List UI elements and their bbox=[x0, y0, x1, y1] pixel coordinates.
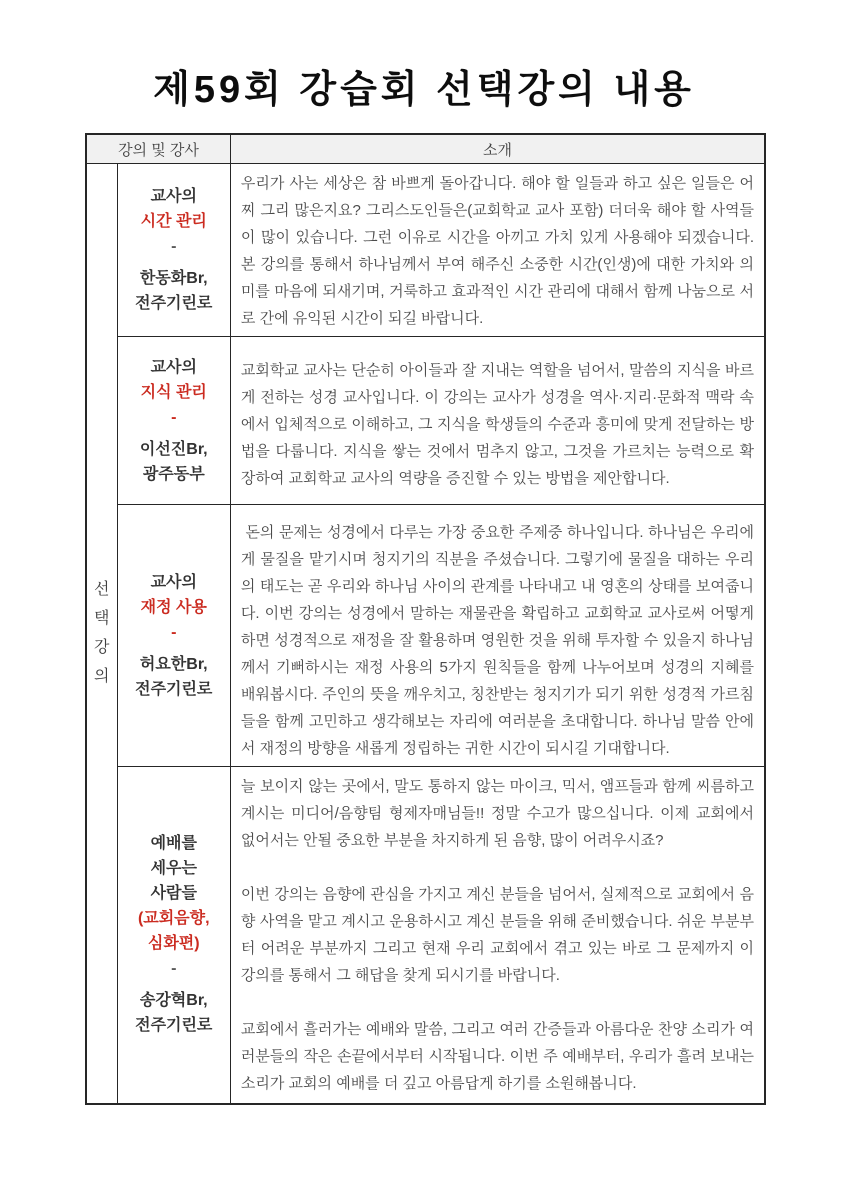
instructor-branch: 전주기린로 bbox=[135, 680, 213, 698]
side-label-char: 의 bbox=[94, 668, 110, 686]
instructor-name: 이선진Br, bbox=[139, 440, 208, 458]
course-dash: - bbox=[171, 960, 177, 978]
course-title-line: 세우는 bbox=[150, 860, 197, 878]
description-paragraph: 늘 보이지 않는 곳에서, 말도 통하지 않는 마이크, 믹서, 앰프들과 함께 씨름하고 계시는 미디어/음향팀 형제자매님들!! 정말 수고가 많으십니다. 이제 교회에서 없어서는 안될 중요한 부분을 차지하게 된 음향, 많이 어려우시죠? bbox=[240, 778, 754, 849]
instructor-name: 허요한Br, bbox=[139, 655, 208, 673]
lecture-table bbox=[85, 133, 766, 1105]
table-row bbox=[86, 337, 765, 505]
course-title-line: 사람들 bbox=[150, 885, 197, 903]
instructor-branch: 전주기린로 bbox=[135, 295, 213, 312]
table-row bbox=[86, 164, 765, 337]
instructor-branch: 광주동부 bbox=[142, 465, 205, 483]
course-dash: - bbox=[171, 238, 177, 255]
instructor-name: 한동화Br, bbox=[139, 270, 208, 287]
table-row bbox=[86, 767, 765, 1104]
table-row bbox=[86, 505, 765, 767]
course-title-line: 지식 관리 bbox=[140, 383, 207, 401]
course-cell-knowledge-management bbox=[117, 337, 230, 505]
header-cell-intro: 소개 bbox=[230, 134, 765, 164]
description-paragraph: 돈의 문제는 성경에서 다루는 가장 중요한 주제중 하나입니다. 하나님은 우리에게 물질을 맡기시며 청지기의 직분을 주셨습니다. 그렇기에 물질을 대하는 우리의 태도는 곧 우리와 하나님 사이의 관계를 나타내고 내 영혼의 상태를 보여줍니다. 이번 강의는 성경에서 말하는 재물관을 확립하고 교회학교 교사로써 어떻게 하면 성경적으로 재정을 잘 활용하며 영원한 것을 위해 투자할 수 있을지 하나님께서 기뻐하시는 재정 사용의 5가지 원칙들을 함께 나누어보며 성경의 지혜를 배워봅시다. 주인의 뜻을 깨우치고, 칭찬받는 청지기가 되기 위한 성경적 가르침들을 함께 고민하고 생각해보는 자리에 여러분을 초대합니다. 하나님 말씀 안에서 재정의 방향을 새롭게 정립하는 귀한 시간이 되시길 기대합니다. bbox=[240, 524, 754, 757]
course-dash: - bbox=[171, 623, 177, 641]
instructor-name: 송강혁Br, bbox=[139, 992, 208, 1010]
side-label-char: 강 bbox=[94, 639, 110, 657]
course-title-line: 교사의 bbox=[150, 358, 197, 376]
course-title-line: 예배를 bbox=[150, 835, 197, 853]
course-title-line: (교회음향, bbox=[137, 910, 210, 928]
side-label-char: 선 bbox=[94, 581, 110, 599]
side-label bbox=[86, 164, 117, 1104]
course-title-line: 교사의 bbox=[150, 573, 197, 591]
description-paragraph: 교회에서 흘러가는 예배와 말씀, 그리고 여러 간증들과 아름다운 찬양 소리가 여러분들의 작은 손끝에서부터 시작됩니다. 이번 주 예배부터, 우리가 흘려 보내는 소리가 교회의 예배를 더 깊고 아름답게 하기를 소원해봅니다. bbox=[240, 1021, 754, 1092]
course-title-line: 교사의 bbox=[150, 188, 197, 205]
course-dash: - bbox=[171, 408, 177, 426]
table-header-row bbox=[86, 134, 765, 164]
side-label-char: 택 bbox=[94, 610, 110, 628]
page-title: 제59회 강습회 선택강의 내용 bbox=[153, 69, 695, 111]
course-title-line: 심화편) bbox=[147, 935, 200, 953]
course-description bbox=[230, 164, 765, 337]
course-cell-church-audio bbox=[117, 767, 230, 1104]
description-paragraph: 우리가 사는 세상은 참 바쁘게 돌아갑니다. 해야 할 일들과 하고 싶은 일들은 어찌 그리 많은지요? 그리스도인들은(교회학교 교사 포함) 더더욱 해야 할 사역들이 많이 있습니다. 그런 이유로 시간을 아끼고 가치 있게 사용해야 되겠습니다. 본 강의를 통해서 하나님께서 부여 해주신 소중한 시간(인생)에 대한 가치와 의미를 마음에 되새기며, 거룩하고 효과적인 시간 관리에 대해서 함께 나눔으로 서로 간에 유익된 시간이 되길 바랍니다. bbox=[240, 175, 754, 327]
course-title-line: 재정 사용 bbox=[140, 598, 207, 616]
description-paragraph: 교회학교 교사는 단순히 아이들과 잘 지내는 역할을 넘어서, 말씀의 지식을 바르게 전하는 성경 교사입니다. 이 강의는 교사가 성경을 역사·지리·문화적 맥락 속에서 입체적으로 이해하고, 그 지식을 학생들의 수준과 흥미에 맞게 전달하는 방법을 다룹니다. 지식을 쌓는 것에서 멈추지 않고, 그것을 가르치는 능력으로 확장하여 교회학교 교사의 역량을 증진할 수 있는 방법을 제안합니다. bbox=[240, 362, 754, 487]
course-description bbox=[230, 337, 765, 505]
description-paragraph: 이번 강의는 음향에 관심을 가지고 계신 분들을 넘어서, 실제적으로 교회에서 음향 사역을 맡고 계시고 운용하시고 계신 분들을 위해 준비했습니다. 쉬운 부분부터 어려운 부분까지 그리고 현재 우리 교회에서 겪고 있는 바로 그 문제까지 이 강의를 통해서 그 해답을 찾게 되시기를 바랍니다. bbox=[240, 886, 754, 984]
course-description bbox=[230, 505, 765, 767]
course-cell-finance-use bbox=[117, 505, 230, 767]
course-description bbox=[230, 767, 765, 1104]
header-cell-lecture: 강의 및 강사 bbox=[86, 134, 230, 164]
course-title-line: 시간 관리 bbox=[140, 213, 207, 230]
instructor-branch: 전주기린로 bbox=[135, 1017, 213, 1035]
course-cell-time-management bbox=[117, 164, 230, 337]
